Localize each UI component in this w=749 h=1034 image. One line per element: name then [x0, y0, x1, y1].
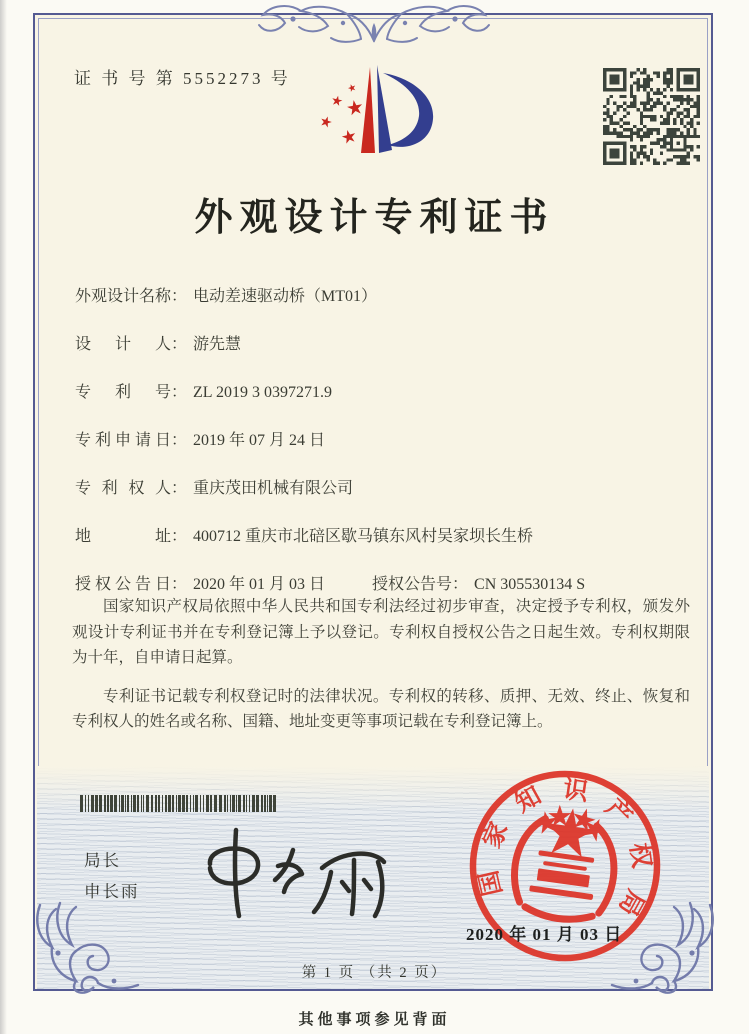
seal-date: 2020 年 01 月 03 日 — [466, 925, 623, 944]
field-value: 400712 重庆市北碚区歇马镇东风村吴家坝长生桥 — [193, 528, 534, 545]
seal-char: 产 — [599, 794, 637, 832]
field-label: 外观设计名称 — [75, 288, 172, 305]
legal-paragraph-1: 国家知识产权局依照中华人民共和国专利法经过初步审查，决定授予专利权，颁发外观设计专利证书并在专利登记簿上予以登记。专利权自授权公告之日起生效。专利权期限为十年，自申请日起算。 — [72, 598, 690, 666]
seal-char: 知 — [510, 782, 546, 818]
field-design-name: 外观设计名称： 电动差速驱动桥（MT01） — [75, 283, 700, 305]
field-filing-date: 专利申请日： 2019 年 07 月 24 日 — [75, 427, 700, 449]
certificate-title: 外观设计专利证书 — [194, 197, 555, 239]
field-address: 地址： 400712 重庆市北碚区歇马镇东风村吴家坝长生桥 — [75, 523, 700, 545]
field-patentee: 专利权人： 重庆茂田机械有限公司 — [75, 475, 700, 497]
field-label: 专利号 — [75, 384, 171, 401]
seal-char: 局 — [613, 885, 649, 921]
field-grant-number: 授权公告号： CN 305530134 S — [372, 576, 586, 593]
legal-paragraph-2: 专利证书记载专利权登记时的法律状况。专利权的转移、质押、无效、终止、恢复和专利权人的姓名或名称、国籍、地址变更等事项记载在专利登记簿上。 — [72, 687, 690, 730]
director-name: 申长雨 — [84, 883, 140, 901]
cnipa-logo-icon — [295, 42, 460, 174]
field-designer: 设计人： 游先慧 — [75, 331, 700, 353]
qr-code-svg — [603, 68, 700, 165]
field-label: 地址 — [75, 528, 171, 545]
seal-char: 家 — [478, 818, 514, 853]
barcode — [80, 795, 282, 812]
director-title: 局长 — [84, 852, 121, 870]
national-emblem-icon — [509, 806, 622, 925]
field-label: 授权公告号 — [372, 576, 453, 593]
field-value: 2019 年 07 月 24 日 — [193, 432, 326, 449]
field-value: 2020 年 01 月 03 日 — [193, 576, 326, 593]
bottom-left-flourish-icon — [30, 901, 142, 997]
field-label: 授权公告日 — [75, 576, 171, 593]
field-value: 电动差速驱动桥（MT01） — [193, 288, 378, 305]
director-signature — [198, 824, 398, 922]
field-value: CN 305530134 S — [474, 576, 586, 593]
field-value: 游先慧 — [193, 336, 242, 353]
field-patent-number: 专利号： ZL 2019 3 0397271.9 — [75, 379, 700, 401]
field-label: 专利权人 — [75, 480, 171, 497]
seal-char: 国 — [475, 867, 508, 899]
field-label: 设计人 — [75, 336, 171, 353]
seal-char: 识 — [561, 776, 590, 807]
top-border-flourish-icon — [247, 1, 501, 47]
field-list — [75, 283, 700, 619]
qr-code — [603, 68, 700, 165]
seal-char: 权 — [624, 841, 655, 870]
page-number: 第 1 页 （共 2 页） — [301, 965, 448, 981]
field-value: 重庆茂田机械有限公司 — [193, 480, 354, 497]
director-block — [84, 846, 140, 908]
certificate-number: 证 书 号 第 5552273 号 — [74, 69, 291, 88]
field-value: ZL 2019 3 0397271.9 — [193, 384, 332, 401]
field-label: 专利申请日 — [75, 432, 171, 449]
back-side-note: 其他事项参见背面 — [298, 1012, 451, 1028]
legal-text — [72, 594, 690, 748]
field-grant-date: 授权公告日： 2020 年 01 月 03 日 授权公告号： CN 305530134 S — [75, 571, 700, 593]
